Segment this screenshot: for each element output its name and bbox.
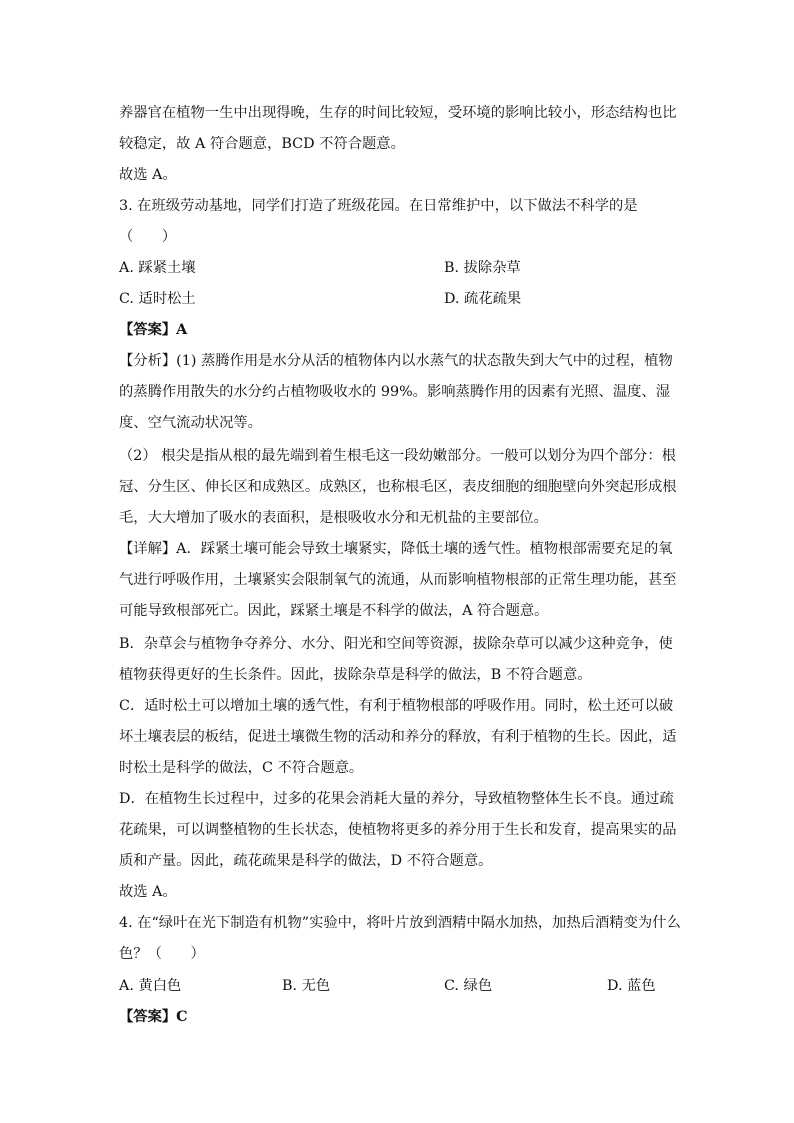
q3-detail-line-9: D．在植物生长过程中，过多的花果会消耗大量的养分，导致植物整体生长不良。通过疏 — [119, 791, 674, 807]
q3-detail-line-3: 可能导致根部死亡。因此，踩紧土壤是不科学的做法，A 符合题意。 — [119, 603, 549, 619]
q3-detail-line-11: 质和产量。因此，疏花疏果是科学的做法，D 不符合题意。 — [119, 853, 493, 869]
q3-option-c: C. 适时松土 — [119, 291, 196, 307]
q3-option-a: A. 踩紧土壤 — [119, 260, 196, 276]
prev-explanation-line-1: 养器官在植物一生中出现得晚，生存的时间比较短，受环境的影响比较小，形态结构也比 — [119, 105, 677, 121]
q4-option-a: A. 黄白色 — [119, 978, 182, 994]
q3-stem: 3. 在班级劳动基地，同学们打造了班级花园。在日常维护中，以下做法不科学的是 — [119, 198, 638, 214]
q4-option-b: B. 无色 — [282, 978, 331, 994]
q4-option-c: C. 绿色 — [444, 978, 493, 994]
q3-analysis-line-4: （2） 根尖是指从根的最先端到着生根毛这一段幼嫩部分。一般可以划分为四个部分：根 — [119, 448, 676, 464]
q4-answer: 【答案】C — [119, 1009, 188, 1025]
q4-option-d: D. 蓝色 — [607, 978, 656, 994]
q3-answer: 【答案】A — [119, 322, 188, 338]
q3-option-b: B. 拔除杂草 — [444, 260, 521, 276]
q3-conclusion: 故选 A。 — [119, 884, 177, 900]
q3-analysis-line-1: 【分析】(1) 蒸腾作用是水分从活的植物体内以水蒸气的状态散失到大气中的过程，植物 — [119, 353, 673, 369]
q3-analysis-line-3: 度、空气流动状况等。 — [119, 415, 262, 431]
q4-stem-line-2: 色？（ ） — [119, 946, 205, 962]
q3-detail-line-8: 时松土是科学的做法，C 不符合题意。 — [119, 760, 364, 776]
q3-detail-line-1: 【详解】A．踩紧土壤可能会导致土壤紧实，降低土壤的透气性。植物根部需要充足的氧 — [119, 541, 673, 557]
q3-analysis-line-2: 的蒸腾作用散失的水分约占植物吸收水的 99%。影响蒸腾作用的因素有光照、温度、湿 — [119, 384, 671, 400]
q3-detail-line-2: 气进行呼吸作用，土壤紧实会限制氧气的流通，从而影响植物根部的正常生理功能，甚至 — [119, 572, 677, 588]
q3-detail-line-10: 花疏果，可以调整植物的生长状态，使植物将更多的养分用于生长和发育，提高果实的品 — [119, 822, 677, 838]
q3-detail-line-4: B．杂草会与植物争夺养分、水分、阳光和空间等资源，拔除杂草可以减少这种竞争，使 — [119, 636, 673, 652]
q3-answer-paren: （ ） — [119, 229, 177, 245]
prev-conclusion: 故选 A。 — [119, 167, 177, 183]
q3-analysis-line-6: 毛，大大增加了吸水的表面积，是根吸收水分和无机盐的主要部位。 — [119, 510, 548, 526]
q3-detail-line-6: C．适时松土可以增加土壤的透气性，有利于植物根部的呼吸作用。同时，松土还可以破 — [119, 698, 674, 714]
q3-detail-line-7: 坏土壤表层的板结，促进土壤微生物的活动和养分的释放，有利于植物的生长。因此，适 — [119, 729, 677, 745]
q3-option-d: D. 疏花疏果 — [444, 291, 522, 307]
prev-explanation-line-2: 较稳定，故 A 符合题意，BCD 不符合题意。 — [119, 136, 405, 152]
q4-stem-line-1: 4. 在“绿叶在光下制造有机物”实验中，将叶片放到酒精中隔水加热，加热后酒精变为什么 — [119, 915, 681, 931]
q3-detail-line-5: 植物获得更好的生长条件。因此，拔除杂草是科学的做法，B 不符合题意。 — [119, 667, 592, 683]
q3-analysis-line-5: 冠、分生区、伸长区和成熟区。成熟区，也称根毛区，表皮细胞的细胞壁向外突起形成根 — [119, 479, 677, 495]
